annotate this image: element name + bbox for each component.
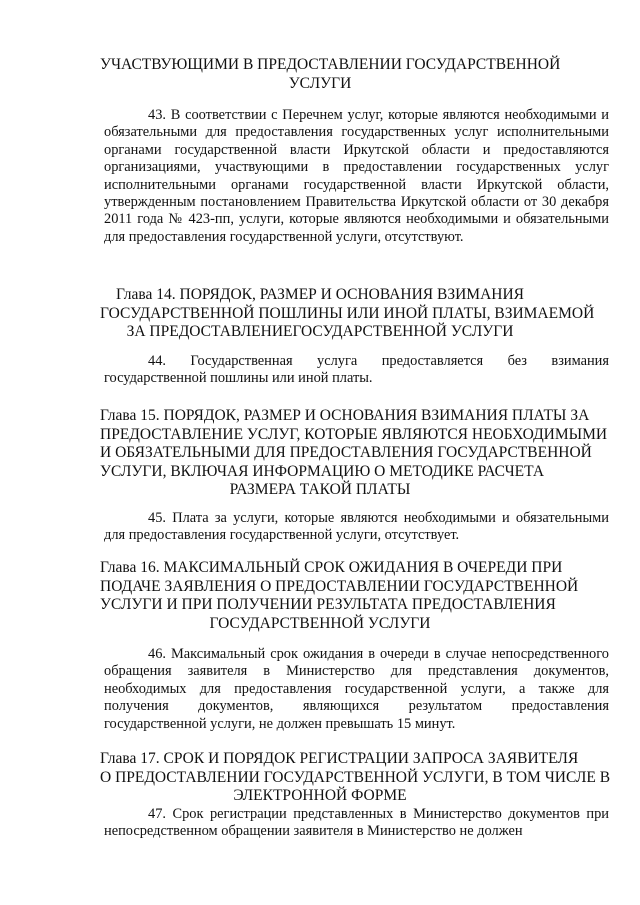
heading-line: ПОДАЧЕ ЗАЯВЛЕНИЯ О ПРЕДОСТАВЛЕНИИ ГОСУДАРСТВЕННОЙ [100,577,579,595]
section-heading-continued [100,56,561,93]
chapter-16-heading [100,559,579,633]
heading-line: ГОСУДАРСТВЕННОЙ ПОШЛИНЫ ИЛИ ИНОЙ ПЛАТЫ, ВЗИМАЕМОЙ [100,304,595,322]
heading-line: Глава 16. МАКСИМАЛЬНЫЙ СРОК ОЖИДАНИЯ В ОЧЕРЕДИ ПРИ [100,559,563,576]
heading-line: ЭЛЕКТРОННОЙ ФОРМЕ [233,787,407,804]
heading-line: И ОБЯЗАТЕЛЬНЫМИ ДЛЯ ПРЕДОСТАВЛЕНИЯ ГОСУДАРСТВЕННОЙ [100,444,592,461]
paragraph-47: 47. Срок регистрации представленных в Министерство документов при непосредственном обращении заявителя в Министерство не должен [104,806,609,840]
paragraph-46: 46. Максимальный срок ожидания в очереди в случае непосредственного обращения заявителя в Министерство для представления документов, необходимых для предоставления государственной услуги, а также для получения документов, являющихся результатом предоставления государственной услуги, не должен превышать 15 минут. [104,646,609,732]
heading-line: Глава 15. ПОРЯДОК, РАЗМЕР И ОСНОВАНИЯ ВЗИМАНИЯ ПЛАТЫ ЗА [100,407,590,424]
heading-line: УЧАСТВУЮЩИМИ В ПРЕДОСТАВЛЕНИИ ГОСУДАРСТВЕННОЙ [100,56,561,73]
chapter-17-heading [100,750,611,806]
heading-line: ПРЕДОСТАВЛЕНИЕ УСЛУГ, КОТОРЫЕ ЯВЛЯЮТСЯ НЕОБХОДИМЫМИ [100,425,608,443]
chapter-14-heading [100,286,595,342]
heading-line: ГОСУДАРСТВЕННОЙ УСЛУГИ [209,614,431,632]
chapter-15-heading [100,407,608,500]
heading-line: Глава 14. ПОРЯДОК, РАЗМЕР И ОСНОВАНИЯ ВЗИМАНИЯ [115,286,525,303]
heading-line: УСЛУГИ, ВКЛЮЧАЯ ИНФОРМАЦИЮ О МЕТОДИКЕ РАСЧЕТА [100,462,545,480]
heading-line: УСЛУГИ И ПРИ ПОЛУЧЕНИИ РЕЗУЛЬТАТА ПРЕДОСТАВЛЕНИЯ [100,596,556,613]
heading-line: РАЗМЕРА ТАКОЙ ПЛАТЫ [229,481,411,498]
heading-line: УСЛУГИ [288,74,352,92]
paragraph-45: 45. Плата за услуги, которые являются необходимыми и обязательными для предоставления государственной услуги, отсутствует. [104,510,609,544]
paragraph-43: 43. В соответствии с Перечнем услуг, которые являются необходимыми и обязательными для предоставления государственных услуг исполнительными органами государственной власти Иркутской области и предоставляются организациями, участвующими в предоставлении государственных услуг исполнительными органами государственной власти Иркутской области, утвержденным постановлением Правительства Иркутской области от 30 декабря 2011 года № 423-пп, услуги, которые являются необходимыми и обязательными для предоставления государственной услуги, отсутствуют. [104,107,609,245]
heading-line: Глава 17. СРОК И ПОРЯДОК РЕГИСТРАЦИИ ЗАПРОСА ЗАЯВИТЕЛЯ [100,750,579,767]
paragraph-44: 44. Государственная услуга предоставляется без взимания государственной пошлины или иной платы. [104,353,609,387]
heading-line: О ПРЕДОСТАВЛЕНИИ ГОСУДАРСТВЕННОЙ УСЛУГИ, В ТОМ ЧИСЛЕ В [100,768,611,786]
heading-line: ЗА ПРЕДОСТАВЛЕНИЕГОСУДАРСТВЕННОЙ УСЛУГИ [126,323,514,340]
